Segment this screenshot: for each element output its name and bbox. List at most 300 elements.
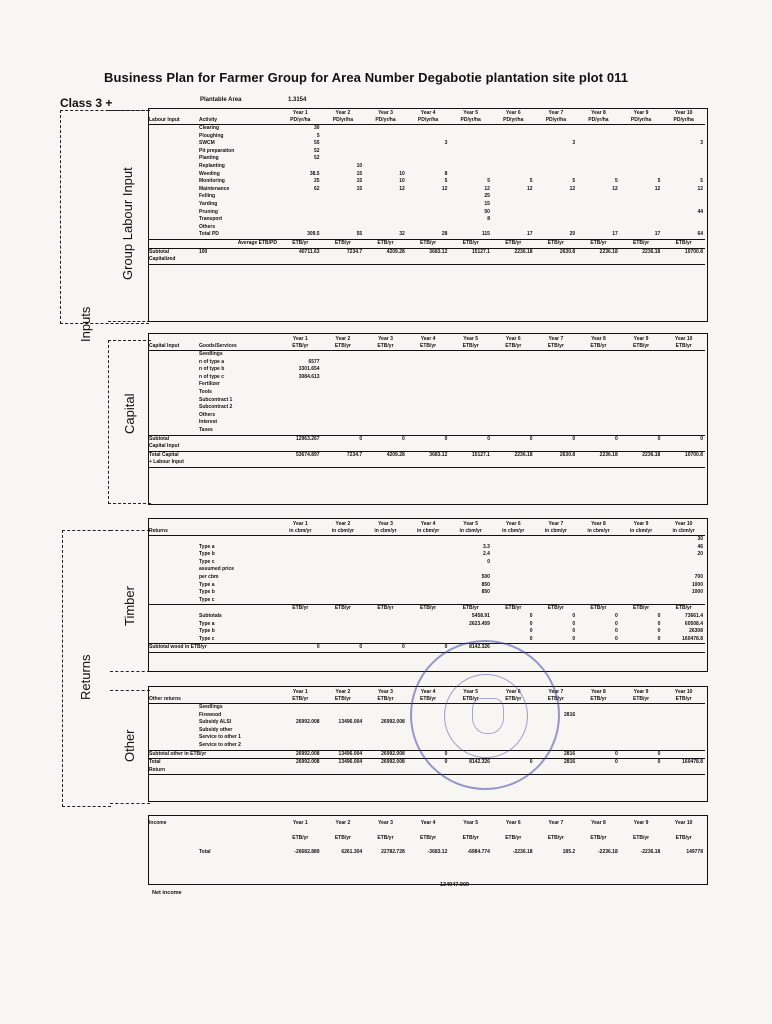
row-label: SWCM [199,140,215,147]
table-row [149,544,705,552]
value-cell: 8 [444,170,448,177]
value-cell: 60508.4 [684,620,703,627]
value-cell: 17 [527,231,533,238]
unit-header: ETB/yr [449,696,492,704]
value-cell: 8142.326 [449,644,492,653]
value-cell [535,566,578,574]
row-label: Service to other 2 [199,741,241,748]
value-cell: 26992.008 [279,759,322,767]
unit-header: PD/yr/ha [535,117,578,125]
table-row [149,443,705,451]
value-cell [279,419,322,427]
year-header: Year 9 [633,336,649,342]
unit-header: PD/yr/ha [577,117,620,125]
year-header: Year 7 [548,110,564,116]
value-cell [577,148,620,156]
value-cell: 0 [529,635,533,642]
value-cell [322,216,365,224]
value-cell: 0 [535,435,578,443]
value-cell: 3683.12 [407,248,450,256]
value-cell: 6261.304 [341,849,363,856]
unit-header: ETB/yr [364,696,407,704]
value-cell [279,742,322,750]
value-cell [620,419,663,427]
value-cell [364,589,407,597]
group-labour-label: Group Labour Input [120,167,135,280]
value-cell [322,621,365,629]
table-row [149,148,705,156]
value-cell [364,412,407,420]
value-cell [322,397,365,405]
row-label [149,419,199,427]
value-cell: -26682.889 [294,849,320,856]
column-header: Income [149,820,167,826]
unit-header: ETB/yr [577,696,620,704]
value-cell: 2630.8 [559,451,576,458]
value-cell: 0 [577,750,620,759]
value-cell [577,389,620,397]
value-cell [620,734,663,742]
row-label [149,216,199,224]
value-cell [279,621,322,629]
row-label: Taxes [199,426,213,433]
value-cell [577,133,620,141]
unit-header: ETB/yr [492,239,535,248]
value-cell [364,209,407,217]
table-cell [620,842,663,850]
value-cell [322,459,365,467]
value-cell [407,628,450,636]
value-cell [364,566,407,574]
value-cell [279,628,322,636]
year-header: Year 4 [420,110,436,116]
value-cell [279,704,322,712]
value-cell: 15127.1 [449,248,492,256]
value-cell [492,366,535,374]
unit-header: ETB/yr [449,239,492,248]
table-row [149,451,705,459]
unit-header: ETB/yr [449,343,492,351]
value-cell [662,216,705,224]
value-cell [279,193,322,201]
value-cell: 2236.18 [577,248,620,256]
value-cell [449,171,492,179]
value-cell: 12 [569,185,576,192]
table-cell [149,110,199,117]
value-cell [279,256,322,264]
value-cell [577,559,620,567]
table-cell [199,605,279,613]
net-income-label: Net income [152,890,182,896]
year-header: Year 6 [505,110,521,116]
row-label [149,582,199,590]
unit-header: ETB/yr [662,239,705,248]
unit-header-row [149,528,705,536]
value-cell: 12 [441,185,448,192]
etb-unit-row [149,605,705,613]
value-cell: -2236.18 [598,849,618,856]
value-cell [492,359,535,367]
table-cell [492,842,535,850]
value-cell: 0 [322,435,365,443]
value-cell [662,704,705,712]
unit-header: ETB/yr [547,834,564,841]
value-cell [322,559,365,567]
year-header: Year 3 [378,689,393,695]
row-label: Interest [199,419,218,426]
value-cell: 26992.008 [381,719,405,726]
value-cell [322,613,365,621]
value-cell [449,359,492,367]
value-cell [364,551,407,559]
year-header: Year 8 [591,336,606,342]
year-header: Year 1 [292,336,308,342]
value-cell [407,459,450,467]
value-cell [620,397,663,405]
value-cell: 55 [314,140,320,147]
value-cell [620,193,663,201]
value-cell [492,427,535,435]
value-cell [620,582,663,590]
row-label: Others [199,411,216,418]
value-cell [577,551,620,559]
value-cell [620,767,663,775]
row-label: Subcontract 1 [199,396,233,403]
unit-header: PD/yr/ha [364,117,407,125]
value-cell [492,397,535,405]
value-cell [322,256,365,264]
value-cell [449,366,492,374]
value-cell [577,589,620,597]
year-header: Year 10 [674,521,693,527]
unit-header: in cbm/yr [279,528,322,536]
value-cell [535,171,578,179]
unit-header: ETB/yr [462,834,479,841]
value-cell [492,597,535,605]
table-cell [322,827,365,835]
value-cell [535,163,578,171]
value-cell [492,574,535,582]
value-cell [577,171,620,179]
value-cell [407,256,450,264]
value-cell [492,209,535,217]
table-cell [149,239,199,248]
value-cell [577,412,620,420]
row-label: Others [199,223,216,230]
row-label [149,209,199,217]
value-cell [364,125,407,133]
value-cell [449,351,492,359]
value-cell [322,628,365,636]
table-cell [449,842,492,850]
value-cell: 2236.18 [599,451,618,458]
value-cell [535,374,578,382]
value-cell: 17 [654,231,661,238]
year-header-row [149,521,705,528]
value-cell [620,536,663,544]
value-cell: -2236.18 [640,849,661,856]
value-cell: 15 [356,185,363,192]
row-label: Type c [199,635,215,642]
unit-header: ETB/yr [535,239,578,248]
value-cell [322,589,365,597]
value-cell [449,140,492,148]
value-cell [322,404,365,412]
value-cell: 53674.897 [295,451,320,458]
unit-header: ETB/yr [505,834,522,841]
unit-header: in cbm/yr [364,528,407,536]
row-label: Pruning [199,208,218,215]
value-cell [535,193,578,201]
column-header [199,696,279,704]
table-row [149,419,705,427]
unit-header: in cbm/yr [407,528,450,536]
unit-header: in cbm/yr [662,528,705,536]
table-row [149,566,705,574]
capital-label: Capital [122,393,137,434]
table-row [149,133,705,141]
column-header: Other returns [149,696,199,704]
value-cell [577,459,620,467]
table-row [149,193,705,201]
unit-header: ETB/yr [620,605,663,613]
table-cell [322,842,365,850]
year-header: Year 9 [633,689,649,695]
value-cell [364,140,407,148]
unit-header: in cbm/yr [577,528,620,536]
value-cell [620,216,663,224]
value-cell [364,628,407,636]
unit-header: PD/yr/ha [492,117,535,125]
value-cell: 28 [441,231,448,238]
income-body [149,820,705,857]
year-header-row [149,336,705,343]
value-cell [535,412,578,420]
timber-body [149,521,705,652]
value-cell [407,412,450,420]
row-label: per cbm [199,573,219,580]
row-label [149,178,199,186]
value-cell: 5 [316,132,320,139]
row-label [199,459,279,467]
value-cell [449,536,492,544]
value-cell: 0 [577,759,620,767]
row-label [149,566,199,574]
row-label: Subtotals [199,612,222,619]
year-header: Year 3 [378,820,393,826]
value-cell [662,767,705,775]
value-cell [620,366,663,374]
row-label: Replanting [199,162,225,169]
year-header: Year 8 [591,820,606,826]
value-cell [322,389,365,397]
table-row [149,644,705,653]
plantable-area-label: Plantable Area [200,97,242,103]
unit-header: ETB/yr [492,696,535,704]
value-cell: 10700.8 [684,451,703,458]
value-cell [535,427,578,435]
value-cell [279,351,322,359]
value-cell: 0 [577,435,620,443]
value-cell [279,712,322,720]
year-header: Year 5 [463,689,479,695]
value-cell [279,613,322,621]
value-cell: 0 [529,612,533,619]
value-cell [322,209,365,217]
value-cell [322,704,365,712]
year-header: Year 8 [591,689,606,695]
row-label: Felling [199,193,216,200]
value-cell [662,224,705,232]
value-cell: 5 [614,178,618,185]
unit-header: ETB/yr [535,696,578,704]
value-cell: 0 [407,759,450,767]
unit-header: in cbm/yr [322,528,365,536]
page-title: Business Plan for Farmer Group for Area Number Degabotie plantation site plot 011 [104,70,629,85]
value-cell: 185.2 [562,849,576,856]
plantable-area-value: 1.3154 [288,97,307,103]
row-label: Seedlings [199,351,223,357]
value-cell [662,559,705,567]
value-cell: 5 [444,178,448,185]
value-cell [407,613,450,621]
row-label: Total PD [199,231,219,238]
unit-header: PD/yr/ha [449,117,492,125]
unit-header: ETB/yr [279,605,322,613]
value-cell [662,443,705,451]
row-label [149,140,199,148]
table-cell [577,827,620,835]
table-cell [149,835,199,842]
column-header: Capital Input [149,343,199,351]
value-cell [620,201,663,209]
row-label: Transport [199,216,223,223]
value-cell: 2623.459 [469,620,490,627]
table-row [149,178,705,186]
table-cell [279,842,322,850]
timber-label: Timber [122,586,137,626]
value-cell [364,734,407,742]
value-cell [279,224,322,232]
year-header: Year 3 [378,336,393,342]
row-label [149,231,199,239]
value-cell: 0 [279,644,322,653]
value-cell [492,589,535,597]
value-cell [492,155,535,163]
row-label: Capital Input [149,443,199,451]
value-cell: 5 [700,178,703,185]
value-cell [620,404,663,412]
value-cell: 1000 [691,581,703,588]
capital-body [149,336,705,467]
row-label [149,366,199,374]
value-cell [662,155,705,163]
value-cell [322,443,365,451]
value-cell: 4209.28 [386,451,405,458]
value-cell [535,351,578,359]
year-header: Year 5 [463,820,479,826]
value-cell [492,389,535,397]
row-label: Type b [199,589,215,596]
value-cell [492,582,535,590]
value-cell: 2236.18 [492,248,535,256]
row-label: Total Capital [149,451,179,458]
row-label: Capitalized [149,256,199,264]
row-label [199,767,279,775]
value-cell [577,256,620,264]
value-cell [279,566,322,574]
value-cell [577,719,620,727]
year-header: Year 5 [463,110,479,116]
value-cell: 2630.8 [535,248,578,256]
table-row [149,551,705,559]
row-label [199,536,279,544]
value-cell: 500 [481,573,490,580]
row-label: Subcontract 2 [199,404,233,411]
value-cell [322,374,365,382]
unit-header: ETB/yr [662,696,705,704]
value-cell [279,536,322,544]
row-label: Weeding [199,170,220,177]
value-cell: 700 [694,573,703,580]
value-cell: 7234.7 [346,451,363,458]
value-cell: 10 [356,162,363,169]
table-row [149,582,705,590]
year-header: Year 6 [505,336,521,342]
year-header: Year 7 [548,820,564,826]
row-label: n of type c [199,373,225,380]
value-cell [620,163,663,171]
value-cell: 26992.008 [295,719,320,726]
table-row [149,574,705,582]
row-label [199,750,279,759]
value-cell [492,148,535,156]
value-cell [279,727,322,735]
unit-header: ETB/yr [322,239,365,248]
value-cell [364,366,407,374]
value-cell [535,366,578,374]
value-cell: 20 [569,231,576,238]
table-row [149,351,705,359]
year-header: Year 5 [463,336,479,342]
row-label [149,186,199,194]
row-label: Type a [199,543,215,550]
value-cell [492,163,535,171]
row-label [149,389,199,397]
value-cell [577,140,620,148]
row-label: Firewood [199,711,222,718]
year-header: Year 10 [674,820,693,826]
value-cell: 0 [662,435,705,443]
value-cell: 0 [407,750,450,759]
value-cell [620,412,663,420]
value-cell [577,742,620,750]
row-label: Return [149,767,199,775]
value-cell [577,644,620,653]
year-header: Year 2 [335,336,351,342]
row-label: Planting [199,155,219,162]
value-cell [620,148,663,156]
value-cell: 10700.8 [662,248,705,256]
table-cell [535,842,578,850]
value-cell [322,574,365,582]
column-header [199,528,279,536]
value-cell: 12 [612,185,618,192]
value-cell: 12 [654,185,661,192]
value-cell [662,171,705,179]
value-cell [279,589,322,597]
table-row [149,559,705,567]
